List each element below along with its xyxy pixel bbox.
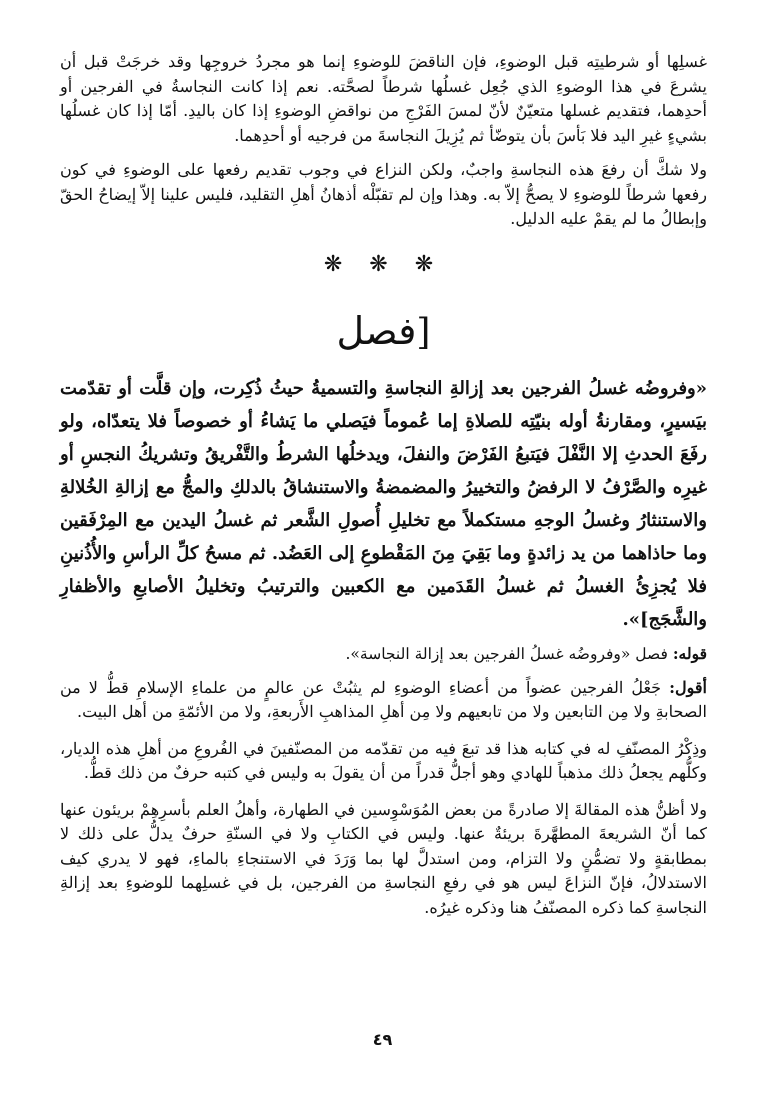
qawl-label: قوله: (672, 643, 707, 663)
heading-word: فصل (336, 308, 417, 353)
paragraph-2: ولا شكَّ أن رفعَ هذه النجاسةِ واجبٌ، ولكن النزاع في وجوب تقديم رفعها على الوضوءِ في كون رفعها شرطاً للوضوءِ لا يصحُّ إلاّ به. وهذا وإن لم تقبّلْه أذهانُ أهلِ التقليد، فليس علينا إلاّ إيضاحُ الحقّ وإبطالُ ما لم يقمْ عليه الدليل. (60, 160, 707, 228)
aqul-label: أقول: (669, 677, 707, 697)
heading-bracket: [ (416, 311, 431, 353)
paragraph-3: وذِكْرُ المصنّفِ له في كتابه هذا قد تبعَ فيه من تقدّمه من المصنّفينَ في الفُروعِ من أهلِ هذه الديار، وكلُّهم يجعلُ ذلك مذهباً للهادي وهو أجلُّ قدراً من أن يقولَ به وليس في كتبه حرفٌ من ذلك قطُّ. (60, 738, 707, 782)
paragraph-1: غسلِها أو شرطيتِه قبل الوضوءِ، فإن الناقضَ للوضوءِ إنما هو مجردُ خروجِها وقد خرجَتْ قبل أن يشرعَ في هذا الوضوءِ الذي جُعِل غسلُها شرطاً لصحَّته. نعم إذا كانت النجاسةُ في الفرجين أو أحدِهما، فتقديم غسلها متعيّنٌ لأنّ لمسَ الفَرْجِ من نواقضِ الوضوءِ إذا كان باليدِ. أمّا إذا كان غسلُها بشيءٍ غيرِ اليد فلا بَأسَ بأن يتوضّأ ثم يُزِيلَ النجاسةَ من فرجيه أو أحدِهما. (60, 52, 707, 145)
page-number: ٤٩ (372, 1030, 393, 1049)
section-separator: ❋ ❋ ❋ (323, 251, 444, 277)
matn-text: «وفروضُه غسلُ الفرجين بعد إزالةِ النجاسةِ والتسميةُ حيثُ ذُكِرت، وإن قلَّت أو تقدّمت بيَسيرٍ، ومقارنةُ أوله بنيّتِه للصلاةِ إما عُموماً فيَصلي ما يَشاءُ أو خصوصاً فلا يتعدّاه، ولو رفَعَ الحدثِ إلا النَّفْلَ فيَتبعُ الفَرْضَ والنفلَ، ويدخلُها الشرطُ والتَّفْريقُ وتشريكُ النجسِ أو غيرِه والصَّرْفُ لا الرفضُ والتخييرُ والمضمضةُ والاستنشاقُ بالدلكِ والمجُّ مع إزالةِ الخُلالةِ والاستنثارُ وغسلُ الوجهِ مستكملاً مع تخليلِ أُصولِ الشَّعر ثم غسلُ اليدين مع المِرْفَقين وما حاذاهما من يد زائدةٍ وما بَقِيَ مِنَ المَقْطوعِ إلى العَضُد. ثم مسحُ كلِّ الرأسِ والأُذُنينِ فلا يُجزِئُ الغسلُ ثم غسلُ القَدَمين مع الكعبين والترتيبُ وتخليلُ الأصابعِ والأظفارِ والشَّجَج]». (60, 377, 707, 630)
page-body (60, 50, 707, 920)
qawl-text: فصل «وفروضُه غسلُ الفرجين بعد إزالة النجاسة». (345, 644, 668, 663)
paragraph-4: ولا أظنُّ هذه المقالةَ إلا صادرةً من بعض المُوَسْوِسين في الطهارة، وأهلُ العلم بأسرِهِمْ بريئون عنها كما أنّ الشريعةَ المطهَّرةَ بريئةٌ عنها. وليس في الكتابِ ولا في السنّةِ حرفٌ يدلُّ على ذلك لا بمطابقةٍ ولا تضمُّنٍ ولا التزام، ومن استدلَّ لها بما وَرَدَ في الاستنجاءِ بالماءِ، فهو لا يدري كيف الاستدلالُ، فإنّ النزاعَ ليس هو في رفعِ النجاسةِ من الفرجين، بل في غسلِهما للوضوءِ بعد إزالةِ النجاسةِ كما ذكره المصنّفُ هنا وذكره غيرُه. (60, 799, 708, 917)
aqul-text: جَعْلُ الفرجين عضواً من أعضاءِ الوضوءِ لم يثبُتْ عن عالمٍ من علماءِ الإسلامِ قطُّ لا من الصحابةِ ولا مِن التابعين ولا من تابعيهم ولا مِن أهلِ المذاهبِ الأَربعةِ، ولا من الأئمّةِ من أهل البيت. (60, 677, 707, 721)
section-heading (60, 302, 707, 360)
aqul-paragraph (60, 676, 707, 725)
qawl-line (60, 642, 707, 666)
